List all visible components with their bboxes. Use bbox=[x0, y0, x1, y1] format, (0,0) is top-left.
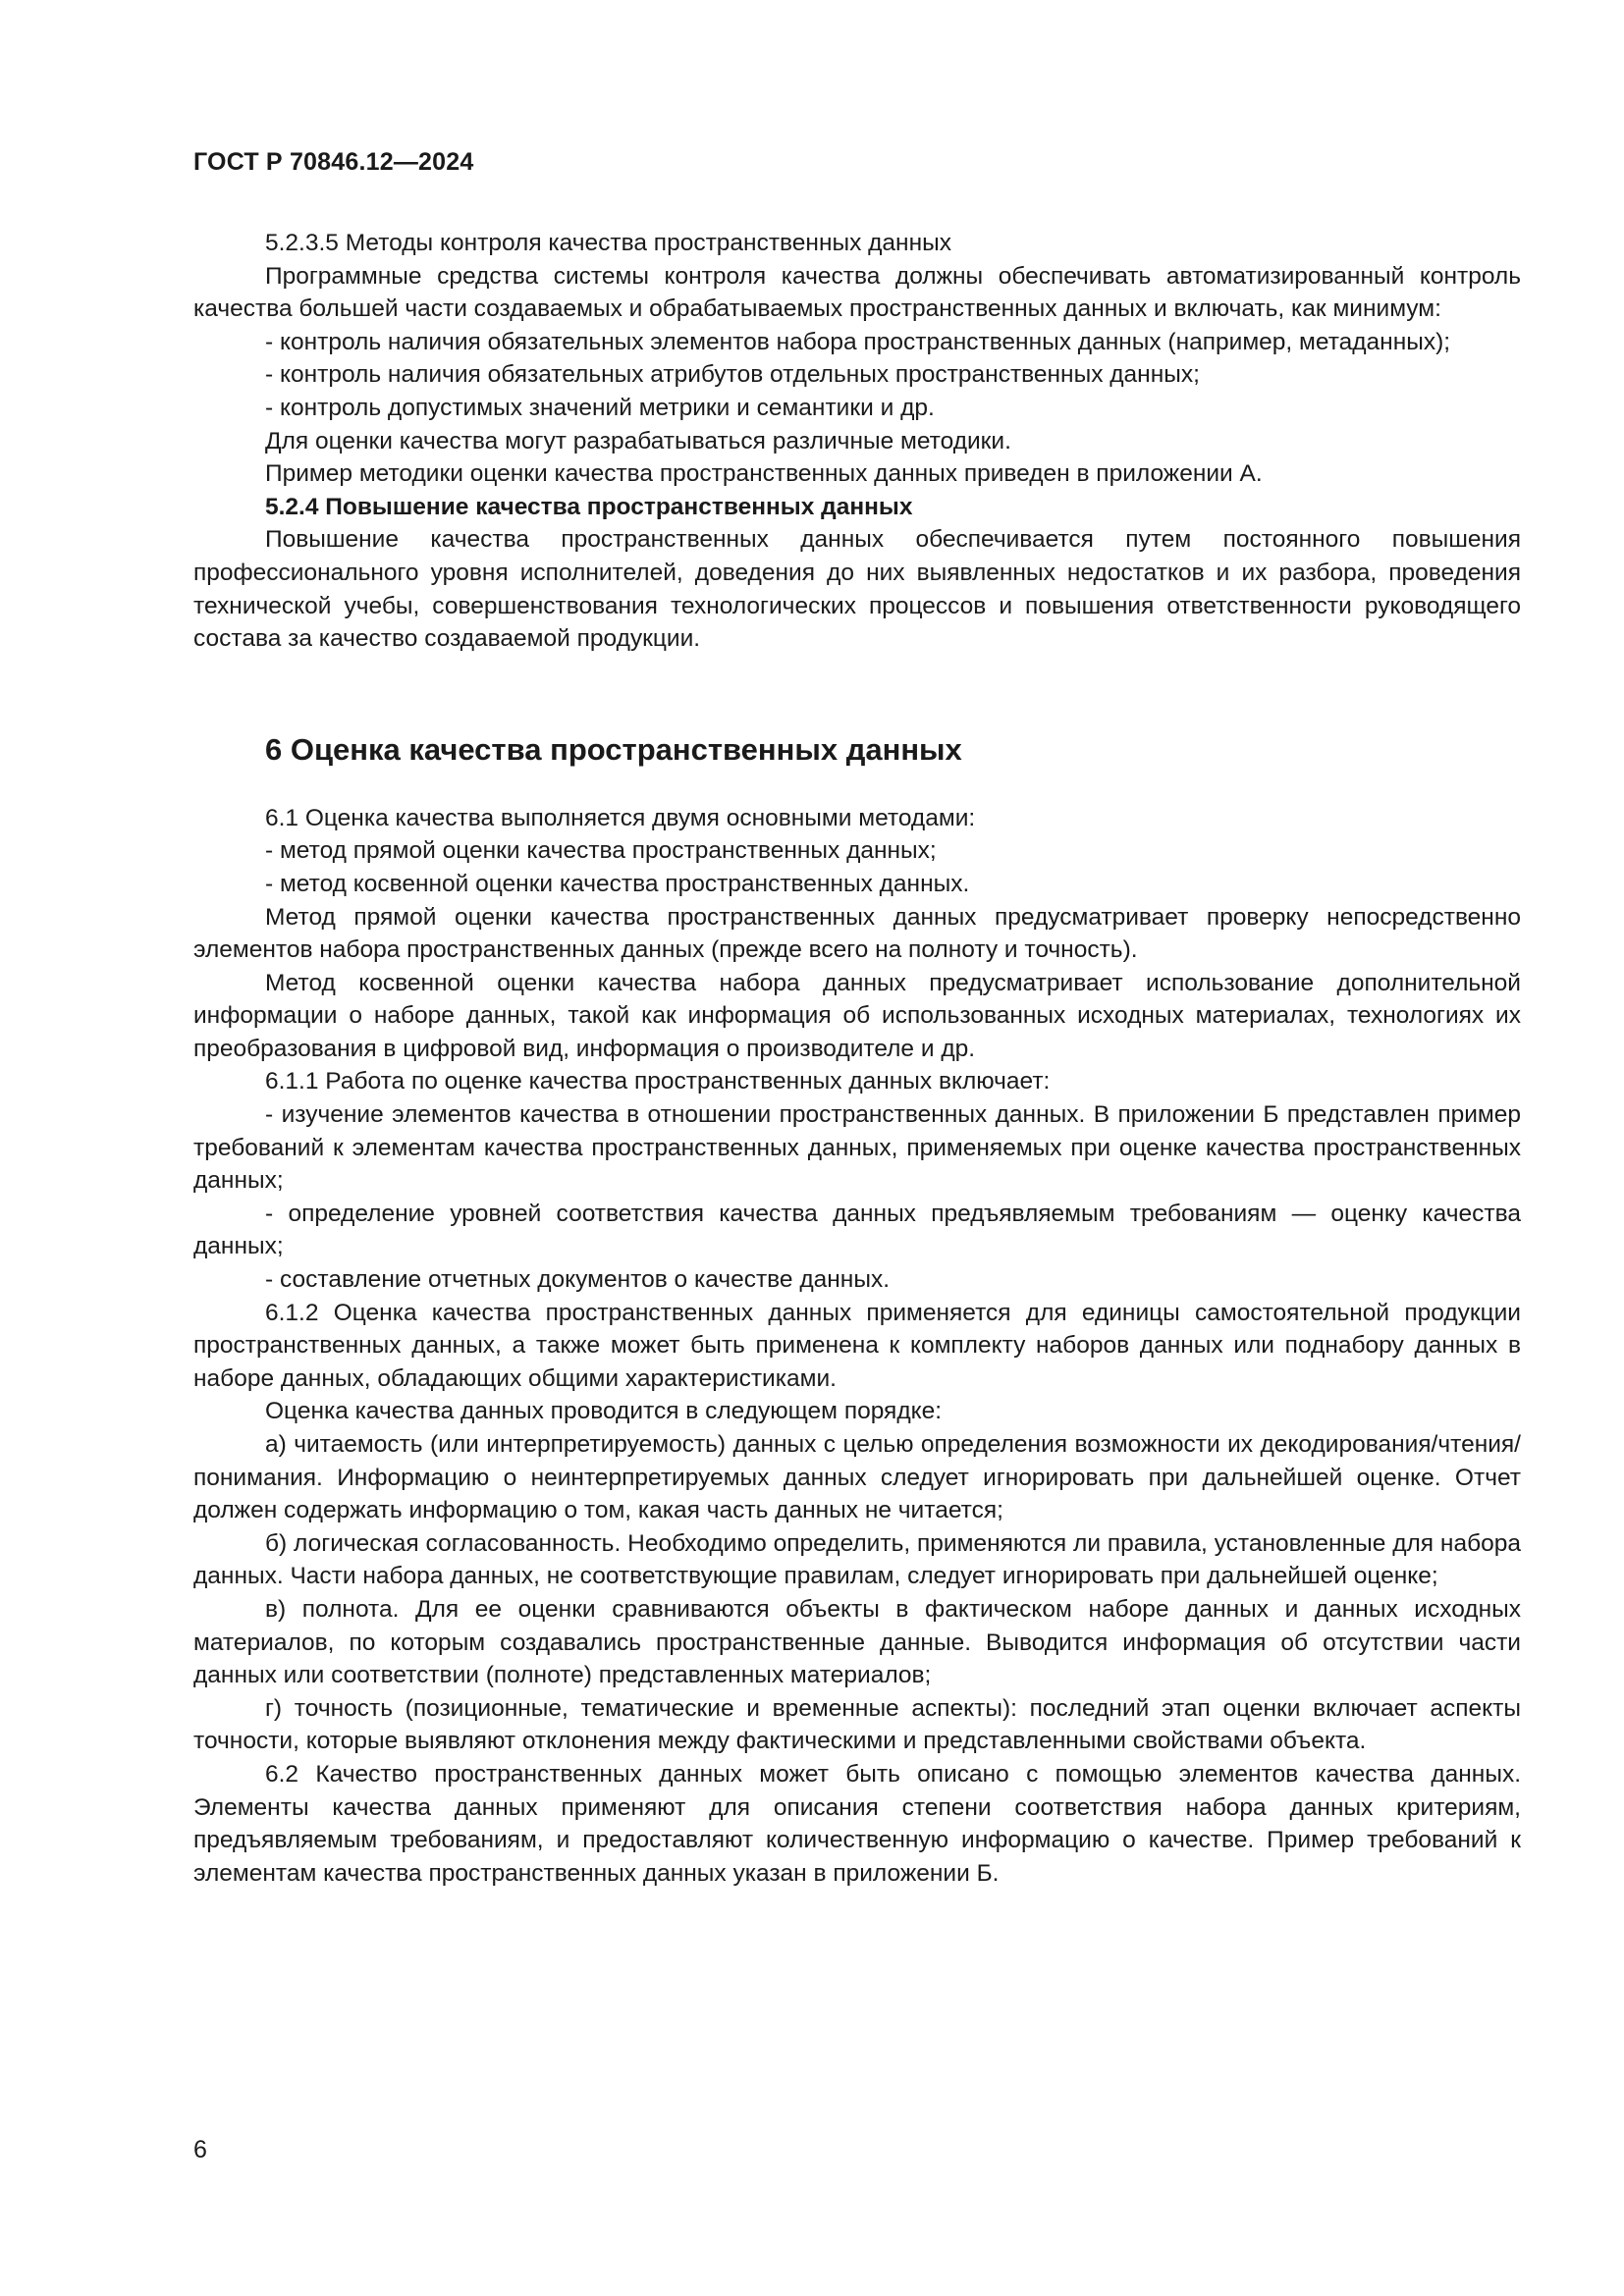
page-number: 6 bbox=[193, 2136, 207, 2163]
paragraph: Пример методики оценки качества пространственных данных приведен в приложении А. bbox=[265, 460, 1263, 488]
paragraph: Для оценки качества могут разрабатываться различные методики. bbox=[265, 427, 1011, 454]
paragraph: Повышение качества пространственных данных обеспечивается путем постоянного повышения профессионального уровня исполнителей, доведения до них выявленных недостатков и их разбора, проведения технической учебы, совершенствования технологических процессов и повышения ответственности руководящего состава за качество создаваемой продукции. bbox=[193, 526, 1521, 653]
paragraph: Оценка качества данных проводится в следующем порядке: bbox=[265, 1398, 943, 1425]
paragraph-5-2-3-5-title: 5.2.3.5 Методы контроля качества пространственных данных bbox=[265, 230, 951, 256]
list-item: - метод прямой оценки качества пространственных данных; bbox=[265, 837, 937, 865]
list-item: б) логическая согласованность. Необходимо определить, применяются ли правила, установленные для набора данных. Части набора данных, не соответствующие правилам, следует игнорировать при дальнейшей оценке; bbox=[193, 1529, 1521, 1590]
list-item: - контроль допустимых значений метрики и семантики и др. bbox=[265, 394, 935, 421]
list-item: в) полнота. Для ее оценки сравниваются объекты в фактическом наборе данных и данных исходных материалов, по которым создавались пространственные данные. Выводится информация об отсутствии части данных или соответствии (полноте) представленных материалов; bbox=[193, 1595, 1521, 1689]
paragraph: Программные средства системы контроля качества должны обеспечивать автоматизированный контроль качества большей части создаваемых и обрабатываемых пространственных данных и включать, как минимум: bbox=[193, 262, 1521, 323]
subsection-heading-5-2-4: 5.2.4 Повышение качества пространственных данных bbox=[265, 493, 913, 520]
paragraph: 6.1 Оценка качества выполняется двумя основными методами: bbox=[265, 804, 976, 831]
list-item: г) точность (позиционные, тематические и временные аспекты): последний этап оценки включает аспекты точности, которые выявляют отклонения между фактическими и представленными свойствами объекта. bbox=[193, 1694, 1521, 1755]
paragraph: 6.1.2 Оценка качества пространственных данных применяется для единицы самостоятельной продукции пространственных данных, а также может быть применена к комплекту наборов данных или поднабору данных в наборе данных, обладающих общими характеристиками. bbox=[193, 1299, 1521, 1392]
list-item: - изучение элементов качества в отношении пространственных данных. В приложении Б представлен пример требований к элементам качества пространственных данных, применяемых при оценке качества пространственных данных; bbox=[193, 1101, 1521, 1195]
list-item: - контроль наличия обязательных элементов набора пространственных данных (например, метаданных); bbox=[265, 328, 1451, 355]
list-item: - метод косвенной оценки качества пространственных данных. bbox=[265, 870, 970, 897]
list-item: - контроль наличия обязательных атрибутов отдельных пространственных данных; bbox=[265, 361, 1200, 389]
paragraph: 6.1.1 Работа по оценке качества пространственных данных включает: bbox=[265, 1068, 1051, 1095]
paragraph: Метод косвенной оценки качества набора данных предусматривает использование дополнительной информации о наборе данных, такой как информация об использованных исходных материалах, технологиях их преобразования в цифровой вид, информация о производителе и др. bbox=[193, 969, 1521, 1062]
list-item: а) читаемость (или интерпретируемость) данных с целью определения возможности их декодирования/чтения/понимания. Информацию о неинтерпретируемых данных следует игнорировать при дальнейшей оценке. Отчет должен содержать информацию о том, какая часть данных не читается; bbox=[193, 1431, 1521, 1524]
section-heading-6: 6 Оценка качества пространственных данных bbox=[265, 731, 962, 767]
list-item: - составление отчетных документов о качестве данных. bbox=[265, 1266, 891, 1294]
document-body bbox=[193, 227, 1521, 1890]
paragraph: 6.2 Качество пространственных данных может быть описано с помощью элементов качества данных. Элементы качества данных применяют для описания степени соответствия набора данных критериям, предъявляемым требованиям, и предоставляют количественную информацию о качестве. Пример требований к элементам качества пространственных данных указан в приложении Б. bbox=[193, 1760, 1521, 1887]
document-id-header: ГОСТ Р 70846.12—2024 bbox=[193, 148, 474, 176]
list-item: - определение уровней соответствия качества данных предъявляемым требованиям — оценку качества данных; bbox=[193, 1200, 1521, 1260]
paragraph: Метод прямой оценки качества пространственных данных предусматривает проверку непосредственно элементов набора пространственных данных (прежде всего на полноту и точность). bbox=[193, 903, 1521, 964]
